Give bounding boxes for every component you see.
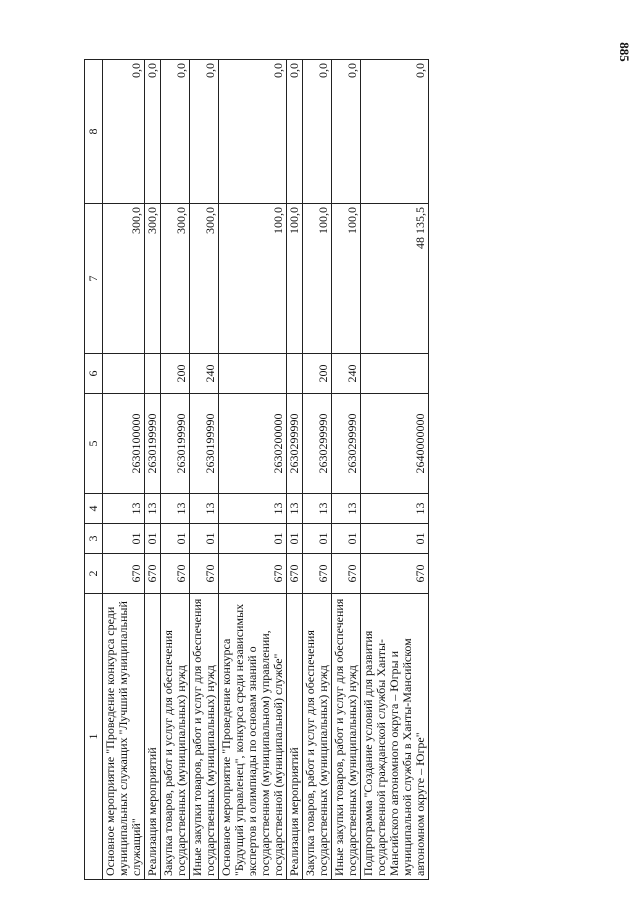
column-header: 8	[85, 60, 103, 204]
table-row	[219, 60, 287, 880]
page-number: 885	[616, 42, 632, 62]
row-expense-type	[103, 354, 145, 394]
row-target: 2630199990	[161, 394, 190, 494]
row-name: Основное мероприятие "Проведение конкурса среди муниципальных служащих "Лучший муниципальный служащий"	[103, 594, 145, 880]
row-name: Основное мероприятие "Проведение конкурса "Будущий управленец", конкурса среди независимых экспертов и олимпиады по основам знаний о государственном (муниципальном) управлении, государственной (муниципальной) службе"	[219, 594, 287, 880]
row-section: 01	[219, 524, 287, 554]
row-amount-2: 0,0	[303, 60, 332, 204]
table-row	[145, 60, 161, 880]
row-amount: 300,0	[190, 204, 219, 354]
budget-table	[84, 59, 429, 880]
row-code: 670	[161, 554, 190, 594]
row-subsection: 13	[161, 494, 190, 524]
row-subsection: 13	[103, 494, 145, 524]
row-target: 2630100000	[103, 394, 145, 494]
row-amount-2: 0,0	[145, 60, 161, 204]
row-code: 670	[145, 554, 161, 594]
row-name: Реализация мероприятий	[145, 594, 161, 880]
row-section: 01	[145, 524, 161, 554]
row-section: 01	[190, 524, 219, 554]
table-row	[161, 60, 190, 880]
column-header: 5	[85, 394, 103, 494]
row-amount-2: 0,0	[161, 60, 190, 204]
table-row	[287, 60, 303, 880]
row-target: 2630299990	[303, 394, 332, 494]
row-amount: 100,0	[219, 204, 287, 354]
column-header: 1	[85, 594, 103, 880]
column-header: 2	[85, 554, 103, 594]
column-header: 6	[85, 354, 103, 394]
row-amount-2: 0,0	[103, 60, 145, 204]
column-header: 3	[85, 524, 103, 554]
row-code: 670	[103, 554, 145, 594]
row-code: 670	[303, 554, 332, 594]
row-amount-2: 0,0	[332, 60, 361, 204]
row-target: 2630199990	[145, 394, 161, 494]
row-code: 670	[361, 554, 429, 594]
row-expense-type	[361, 354, 429, 394]
row-subsection: 13	[287, 494, 303, 524]
row-name: Иные закупки товаров, работ и услуг для обеспечения государственных (муниципальных) нужд	[190, 594, 219, 880]
row-expense-type: 200	[161, 354, 190, 394]
row-code: 670	[190, 554, 219, 594]
row-section: 01	[303, 524, 332, 554]
column-header: 7	[85, 204, 103, 354]
row-name: Закупка товаров, работ и услуг для обеспечения государственных (муниципальных) нужд	[303, 594, 332, 880]
row-expense-type	[145, 354, 161, 394]
rotated-table-wrapper	[84, 60, 552, 880]
row-amount: 100,0	[287, 204, 303, 354]
row-amount: 300,0	[145, 204, 161, 354]
row-amount-2: 0,0	[190, 60, 219, 204]
row-name: Реализация мероприятий	[287, 594, 303, 880]
row-amount: 100,0	[303, 204, 332, 354]
row-subsection: 13	[332, 494, 361, 524]
row-subsection: 13	[361, 494, 429, 524]
row-expense-type	[287, 354, 303, 394]
row-code: 670	[219, 554, 287, 594]
table-row	[332, 60, 361, 880]
row-subsection: 13	[219, 494, 287, 524]
row-expense-type	[219, 354, 287, 394]
row-name: Иные закупки товаров, работ и услуг для обеспечения государственных (муниципальных) нужд	[332, 594, 361, 880]
row-amount: 100,0	[332, 204, 361, 354]
row-amount-2: 0,0	[361, 60, 429, 204]
row-amount: 300,0	[103, 204, 145, 354]
table-row	[190, 60, 219, 880]
column-header: 4	[85, 494, 103, 524]
row-code: 670	[332, 554, 361, 594]
row-target: 2630199990	[190, 394, 219, 494]
row-target: 2630299990	[287, 394, 303, 494]
table-row	[303, 60, 332, 880]
row-target: 2630299990	[332, 394, 361, 494]
row-code: 670	[287, 554, 303, 594]
row-name: Закупка товаров, работ и услуг для обеспечения государственных (муниципальных) нужд	[161, 594, 190, 880]
row-amount: 48 135,5	[361, 204, 429, 354]
row-expense-type: 240	[190, 354, 219, 394]
row-section: 01	[287, 524, 303, 554]
row-name: Подпрограмма "Создание условий для развития государственной гражданской службы Ханты-Мансийского автономного округа – Югры и муниципальной службы в Ханты-Мансийском автономном округе – Югре"	[361, 594, 429, 880]
table-header-row	[85, 60, 103, 880]
row-section: 01	[361, 524, 429, 554]
row-subsection: 13	[145, 494, 161, 524]
table-row	[103, 60, 145, 880]
row-section: 01	[332, 524, 361, 554]
row-amount-2: 0,0	[219, 60, 287, 204]
row-target: 2630200000	[219, 394, 287, 494]
row-target: 2640000000	[361, 394, 429, 494]
row-expense-type: 240	[332, 354, 361, 394]
row-expense-type: 200	[303, 354, 332, 394]
row-amount-2: 0,0	[287, 60, 303, 204]
row-section: 01	[103, 524, 145, 554]
table-row	[361, 60, 429, 880]
row-amount: 300,0	[161, 204, 190, 354]
row-subsection: 13	[303, 494, 332, 524]
row-section: 01	[161, 524, 190, 554]
row-subsection: 13	[190, 494, 219, 524]
